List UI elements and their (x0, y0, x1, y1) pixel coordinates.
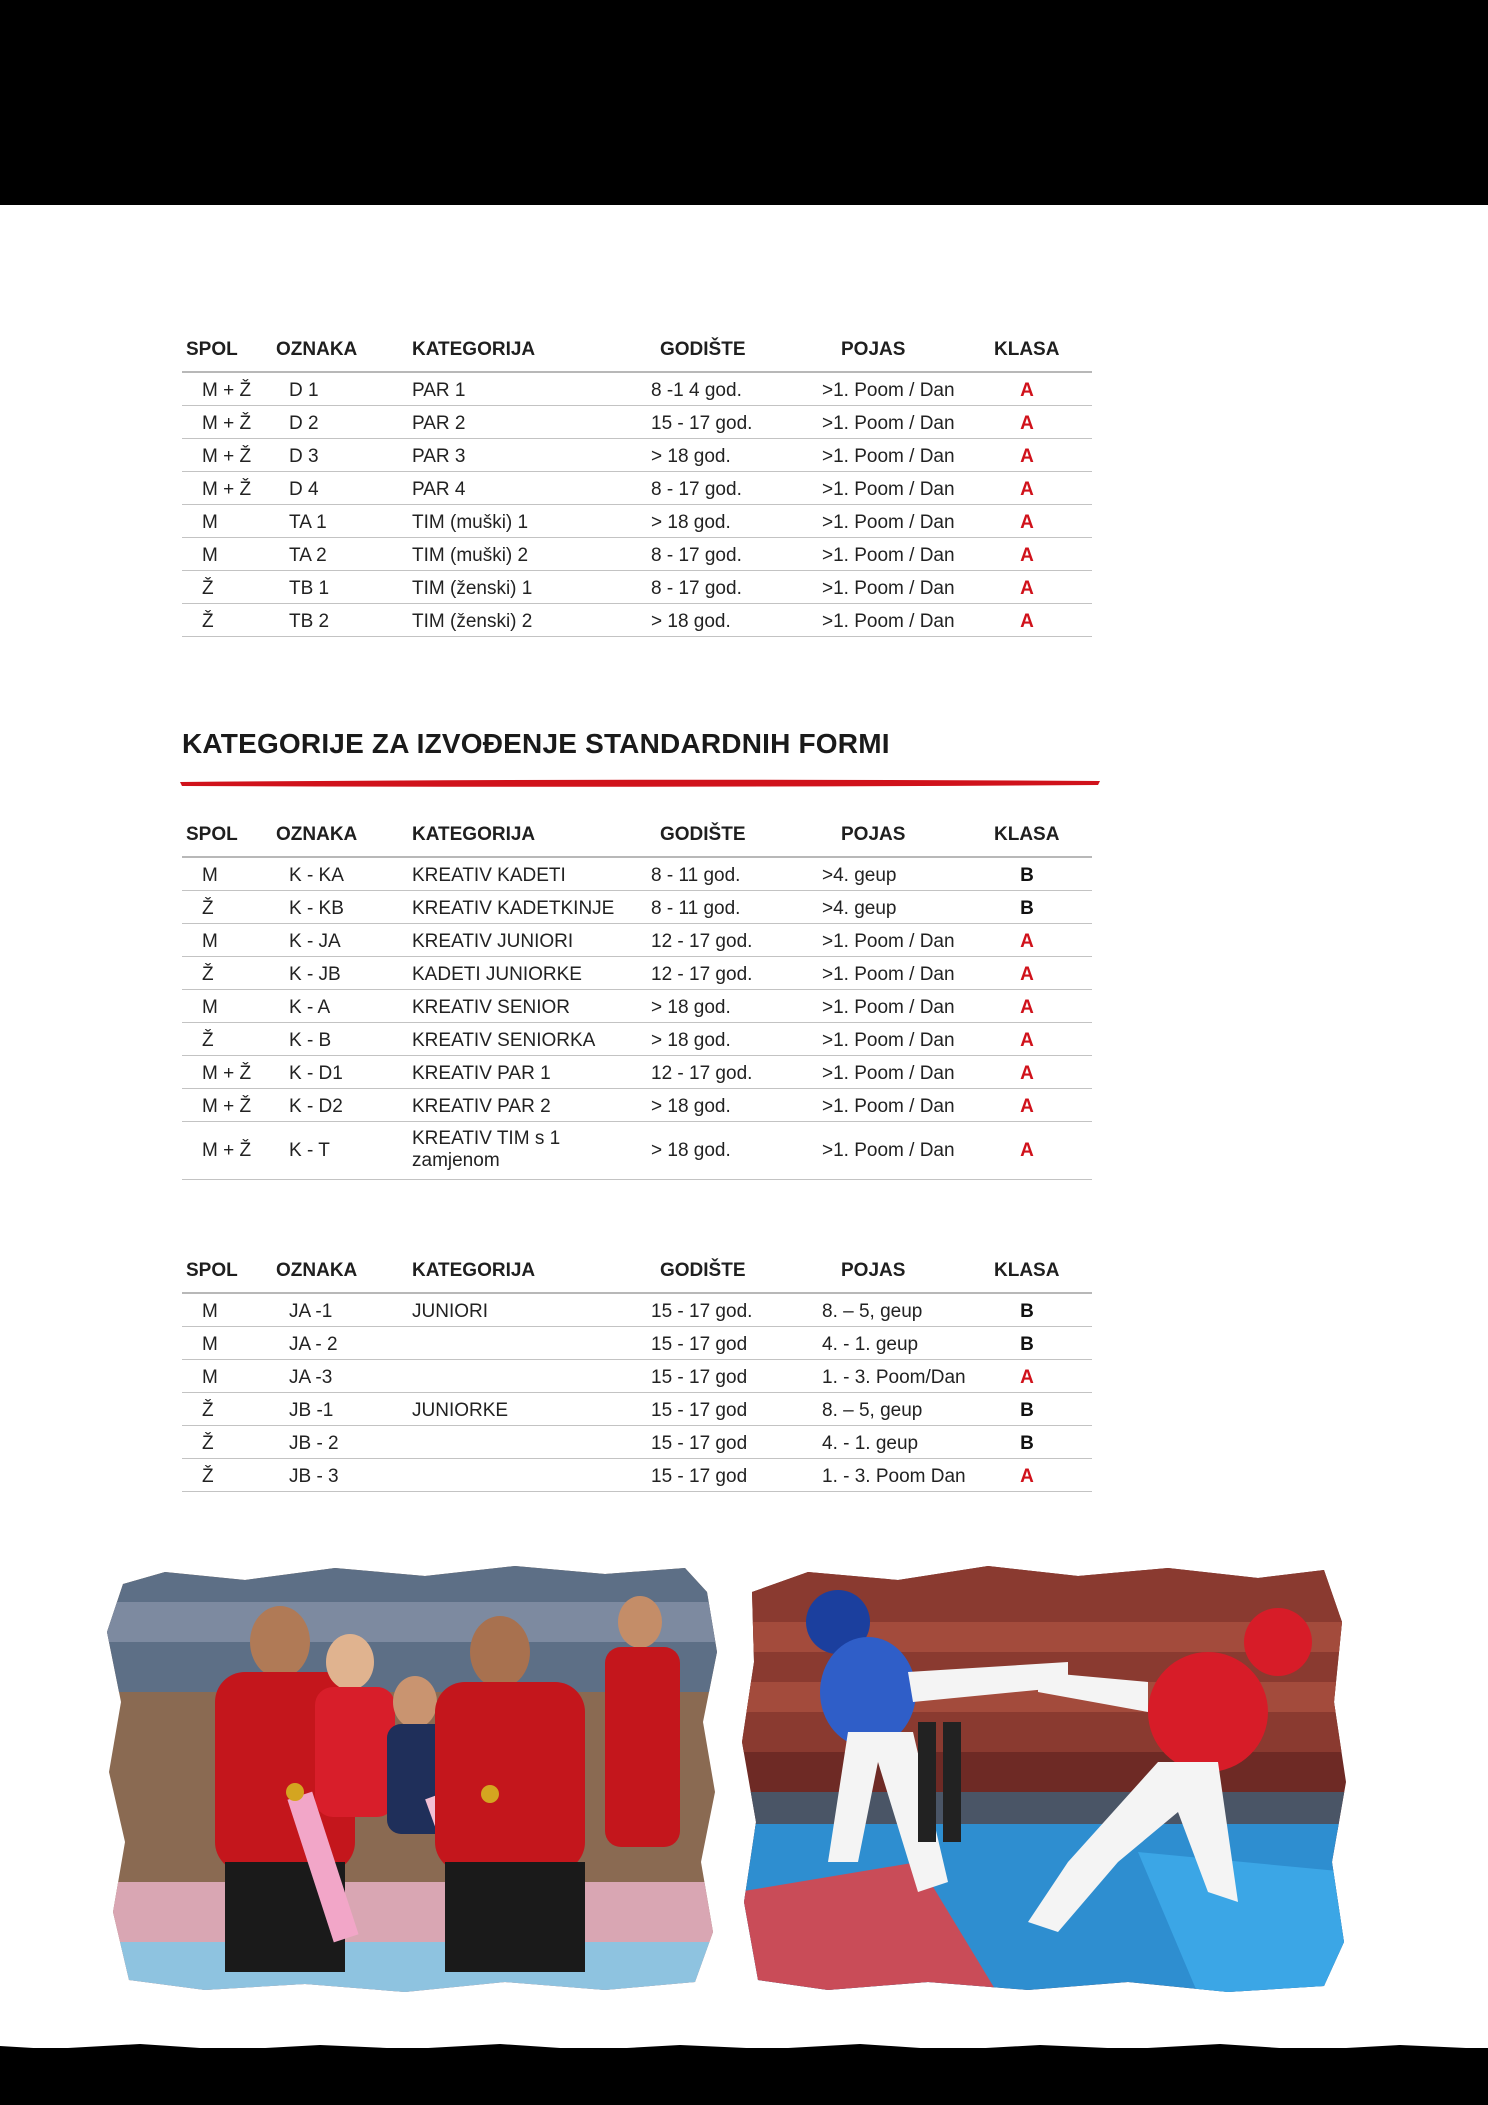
cell-pojas: >1. Poom / Dan (822, 964, 955, 985)
cell-klasa: A (1020, 1367, 1034, 1388)
cell-pojas: >1. Poom / Dan (822, 1140, 955, 1161)
cell-spol: M + Ž (202, 1140, 252, 1161)
cell-oznaka: TB 2 (289, 611, 330, 632)
cell-klasa: A (1020, 1140, 1034, 1161)
table-header (182, 816, 1092, 858)
table-pairs-teams (182, 331, 1092, 637)
cell-kategorija: KREATIV SENIORKA (412, 1030, 596, 1051)
header-oznaka: OZNAKA (276, 339, 358, 360)
cell-pojas: 1. - 3. Poom/Dan (822, 1367, 966, 1388)
table-row (182, 990, 1092, 1023)
cell-oznaka: K - JB (289, 964, 341, 985)
cell-godiste: 8 -1 4 god. (651, 380, 742, 401)
cell-pojas: >1. Poom / Dan (822, 380, 955, 401)
cell-kategorija: KREATIV KADETI (412, 865, 566, 886)
cell-klasa: A (1020, 1096, 1034, 1117)
cell-oznaka: JA -3 (289, 1367, 333, 1388)
cell-oznaka: D 3 (289, 446, 319, 467)
cell-klasa: B (1020, 865, 1034, 886)
header-spol: SPOL (186, 824, 238, 845)
cell-kategorija: KREATIV PAR 2 (412, 1096, 551, 1117)
header-klasa: KLASA (994, 824, 1060, 845)
cell-klasa: A (1020, 545, 1034, 566)
cell-oznaka: K - A (289, 997, 331, 1018)
header-kategorija: KATEGORIJA (412, 824, 536, 845)
cell-klasa: A (1020, 578, 1034, 599)
cell-spol: M (202, 512, 218, 533)
table-row (182, 1056, 1092, 1089)
cell-spol: M (202, 1334, 218, 1355)
cell-oznaka: K - D1 (289, 1063, 343, 1084)
cell-klasa: A (1020, 931, 1034, 952)
cell-spol: M (202, 997, 218, 1018)
cell-pojas: >1. Poom / Dan (822, 931, 955, 952)
cell-klasa: A (1020, 413, 1034, 434)
cell-spol: Ž (202, 1030, 214, 1051)
cell-godiste: 15 - 17 god (651, 1466, 748, 1487)
table-row (182, 1294, 1092, 1327)
cell-spol: Ž (202, 1466, 214, 1487)
table-row (182, 505, 1092, 538)
cell-klasa: A (1020, 380, 1034, 401)
cell-oznaka: K - T (289, 1140, 330, 1161)
cell-pojas: >1. Poom / Dan (822, 1096, 955, 1117)
cell-godiste: > 18 god. (651, 997, 731, 1018)
cell-oznaka: TB 1 (289, 578, 330, 599)
cell-godiste: 8 - 11 god. (651, 865, 741, 886)
table-row (182, 1122, 1092, 1180)
cell-godiste: 12 - 17 god. (651, 964, 753, 985)
cell-klasa: B (1020, 898, 1034, 919)
cell-kategorija: PAR 2 (412, 413, 466, 434)
top-brush-edge (0, 190, 1488, 214)
table-row (182, 1393, 1092, 1426)
bottom-black-band (0, 2048, 1488, 2105)
cell-pojas: >4. geup (822, 898, 897, 919)
cell-oznaka: JA -1 (289, 1301, 333, 1322)
header-oznaka: OZNAKA (276, 1260, 358, 1281)
cell-godiste: 8 - 17 god. (651, 479, 742, 500)
cell-spol: M + Ž (202, 479, 252, 500)
table-row (182, 1327, 1092, 1360)
cell-klasa: A (1020, 964, 1034, 985)
header-godiste: GODIŠTE (660, 339, 746, 360)
cell-oznaka: D 4 (289, 479, 319, 500)
table-row (182, 1089, 1092, 1122)
cell-klasa: B (1020, 1301, 1034, 1322)
header-kategorija: KATEGORIJA (412, 1260, 536, 1281)
cell-klasa: A (1020, 512, 1034, 533)
cell-klasa: A (1020, 446, 1034, 467)
cell-klasa: A (1020, 479, 1034, 500)
table-row (182, 472, 1092, 505)
cell-pojas: >1. Poom / Dan (822, 1030, 955, 1051)
cell-oznaka: JB - 3 (289, 1466, 339, 1487)
cell-spol: Ž (202, 611, 214, 632)
cell-spol: Ž (202, 898, 214, 919)
cell-klasa: B (1020, 1334, 1034, 1355)
cell-godiste: > 18 god. (651, 1140, 731, 1161)
cell-godiste: > 18 god. (651, 1096, 731, 1117)
cell-godiste: 15 - 17 god. (651, 413, 753, 434)
header-oznaka: OZNAKA (276, 824, 358, 845)
cell-oznaka: TA 1 (289, 512, 327, 533)
cell-kategorija: KADETI JUNIORKE (412, 964, 582, 985)
header-godiste: GODIŠTE (660, 824, 746, 845)
cell-oznaka: K - D2 (289, 1096, 343, 1117)
cell-oznaka: D 2 (289, 413, 319, 434)
cell-kategorija: JUNIORKE (412, 1400, 509, 1421)
cell-pojas: 4. - 1. geup (822, 1433, 919, 1454)
cell-klasa: B (1020, 1400, 1034, 1421)
cell-spol: M + Ž (202, 446, 252, 467)
cell-spol: M + Ž (202, 1096, 252, 1117)
table-row (182, 604, 1092, 637)
cell-pojas: 8. – 5, geup (822, 1301, 923, 1322)
table-row (182, 1360, 1092, 1393)
cell-spol: Ž (202, 1433, 214, 1454)
table-row (182, 924, 1092, 957)
cell-kategorija: TIM (muški) 2 (412, 545, 529, 566)
cell-spol: M (202, 545, 218, 566)
cell-klasa: B (1020, 1433, 1034, 1454)
photo-team-medals (105, 1562, 720, 1994)
header-klasa: KLASA (994, 339, 1060, 360)
cell-kategorija: KREATIV SENIOR (412, 997, 571, 1018)
cell-oznaka: K - JA (289, 931, 341, 952)
cell-pojas: >1. Poom / Dan (822, 997, 955, 1018)
cell-spol: M (202, 931, 218, 952)
cell-spol: M + Ž (202, 1063, 252, 1084)
cell-spol: Ž (202, 1400, 214, 1421)
cell-godiste: 15 - 17 god (651, 1334, 748, 1355)
cell-oznaka: JB - 2 (289, 1433, 339, 1454)
table-row (182, 1426, 1092, 1459)
cell-godiste: 15 - 17 god (651, 1433, 748, 1454)
cell-pojas: >4. geup (822, 865, 897, 886)
cell-godiste: 12 - 17 god. (651, 1063, 753, 1084)
cell-oznaka: JA - 2 (289, 1334, 338, 1355)
cell-oznaka: D 1 (289, 380, 319, 401)
table-header (182, 331, 1092, 373)
cell-godiste: > 18 god. (651, 611, 731, 632)
cell-oznaka: K - KA (289, 865, 344, 886)
cell-spol: M + Ž (202, 380, 252, 401)
cell-spol: M (202, 1367, 218, 1388)
cell-kategorija: KREATIV JUNIORI (412, 931, 574, 952)
cell-pojas: >1. Poom / Dan (822, 578, 955, 599)
table-juniors (182, 1252, 1092, 1492)
table-header (182, 1252, 1092, 1294)
table-row (182, 538, 1092, 571)
cell-kategorija: TIM (muški) 1 (412, 512, 529, 533)
header-pojas: POJAS (841, 824, 906, 845)
cell-pojas: >1. Poom / Dan (822, 1063, 955, 1084)
table-row (182, 1023, 1092, 1056)
header-pojas: POJAS (841, 339, 906, 360)
cell-klasa: A (1020, 611, 1034, 632)
cell-kategorija: PAR 3 (412, 446, 466, 467)
cell-kategorija: PAR 1 (412, 380, 466, 401)
cell-oznaka: TA 2 (289, 545, 327, 566)
cell-oznaka: JB -1 (289, 1400, 334, 1421)
header-klasa: KLASA (994, 1260, 1060, 1281)
cell-pojas: >1. Poom / Dan (822, 479, 955, 500)
cell-pojas: 8. – 5, geup (822, 1400, 923, 1421)
cell-kategorija: KREATIV KADETKINJE (412, 898, 615, 919)
cell-kategorija: KREATIV PAR 1 (412, 1063, 551, 1084)
cell-pojas: >1. Poom / Dan (822, 413, 955, 434)
table-row (182, 1459, 1092, 1492)
red-underline-rule (180, 779, 1100, 787)
cell-godiste: 8 - 11 god. (651, 898, 741, 919)
cell-godiste: 15 - 17 god (651, 1400, 748, 1421)
cell-klasa: A (1020, 1466, 1034, 1487)
top-black-band (0, 0, 1488, 205)
cell-godiste: 8 - 17 god. (651, 545, 742, 566)
photo-taekwondo-match (738, 1562, 1348, 1994)
cell-spol: M (202, 1301, 218, 1322)
table-row (182, 406, 1092, 439)
header-kategorija: KATEGORIJA (412, 339, 536, 360)
cell-kategorija: KREATIV TIM s 1 zamjenom (412, 1128, 561, 1171)
cell-spol: Ž (202, 964, 214, 985)
table-row (182, 891, 1092, 924)
cell-klasa: A (1020, 997, 1034, 1018)
cell-spol: M (202, 865, 218, 886)
cell-oznaka: K - B (289, 1030, 332, 1051)
cell-kategorija: TIM (ženski) 1 (412, 578, 533, 599)
cell-godiste: > 18 god. (651, 446, 731, 467)
cell-godiste: > 18 god. (651, 1030, 731, 1051)
cell-pojas: >1. Poom / Dan (822, 545, 955, 566)
cell-spol: Ž (202, 578, 214, 599)
cell-pojas: >1. Poom / Dan (822, 446, 955, 467)
table-row (182, 858, 1092, 891)
cell-pojas: 1. - 3. Poom Dan (822, 1466, 966, 1487)
cell-godiste: 12 - 17 god. (651, 931, 753, 952)
table-kreativ (182, 816, 1092, 1180)
cell-klasa: A (1020, 1063, 1034, 1084)
cell-kategorija: JUNIORI (412, 1301, 488, 1322)
table-row (182, 373, 1092, 406)
table-row (182, 571, 1092, 604)
header-pojas: POJAS (841, 1260, 906, 1281)
cell-godiste: > 18 god. (651, 512, 731, 533)
cell-pojas: >1. Poom / Dan (822, 512, 955, 533)
table-row (182, 439, 1092, 472)
section-title: KATEGORIJE ZA IZVOĐENJE STANDARDNIH FORMI (182, 728, 890, 759)
cell-kategorija: TIM (ženski) 2 (412, 611, 533, 632)
cell-godiste: 15 - 17 god. (651, 1301, 753, 1322)
header-spol: SPOL (186, 1260, 238, 1281)
cell-klasa: A (1020, 1030, 1034, 1051)
cell-godiste: 8 - 17 god. (651, 578, 742, 599)
table-row (182, 957, 1092, 990)
cell-oznaka: K - KB (289, 898, 344, 919)
cell-kategorija: PAR 4 (412, 479, 466, 500)
cell-godiste: 15 - 17 god (651, 1367, 748, 1388)
cell-pojas: >1. Poom / Dan (822, 611, 955, 632)
cell-pojas: 4. - 1. geup (822, 1334, 919, 1355)
header-spol: SPOL (186, 339, 238, 360)
cell-spol: M + Ž (202, 413, 252, 434)
header-godiste: GODIŠTE (660, 1260, 746, 1281)
